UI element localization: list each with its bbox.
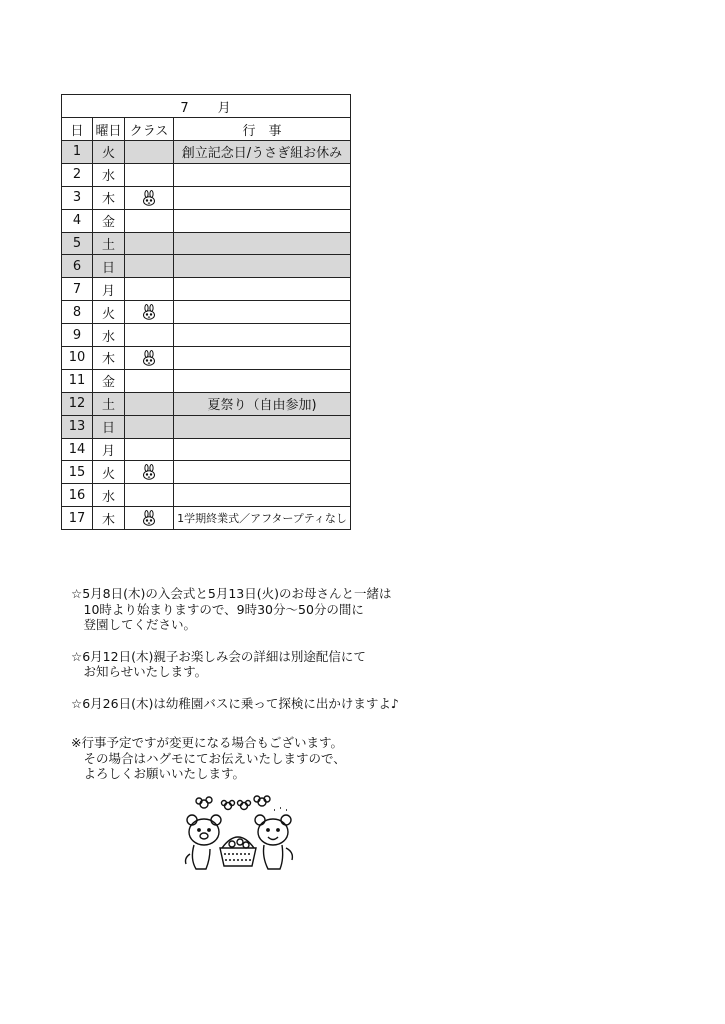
header-day: 日 bbox=[62, 118, 93, 141]
event-cell: 創立記念日/うさぎ組お休み bbox=[174, 141, 351, 164]
day-cell: 13 bbox=[62, 415, 93, 438]
calendar-row bbox=[62, 484, 351, 507]
event-cell bbox=[174, 484, 351, 507]
bunny-icon bbox=[142, 350, 156, 365]
bunny-icon bbox=[142, 511, 156, 526]
calendar-row bbox=[62, 163, 351, 186]
class-cell bbox=[125, 324, 174, 347]
calendar-row bbox=[62, 461, 351, 484]
weekday-cell: 木 bbox=[93, 507, 125, 530]
weekday-cell: 金 bbox=[93, 209, 125, 232]
event-cell bbox=[174, 415, 351, 438]
event-cell: 夏祭り（自由参加) bbox=[174, 392, 351, 415]
class-cell bbox=[125, 347, 174, 370]
weekday-cell: 土 bbox=[93, 232, 125, 255]
day-cell: 10 bbox=[62, 347, 93, 370]
event-cell bbox=[174, 438, 351, 461]
calendar-row bbox=[62, 415, 351, 438]
day-cell: 11 bbox=[62, 369, 93, 392]
note-entrance bbox=[71, 586, 399, 633]
header-weekday: 曜日 bbox=[93, 118, 125, 141]
note-line: ☆6月12日(木)親子お楽しみ会の詳細は別途配信にて bbox=[71, 648, 366, 664]
bunny-icon bbox=[142, 465, 156, 480]
calendar-row bbox=[62, 278, 351, 301]
note-parent-event bbox=[71, 649, 399, 680]
weekday-cell: 木 bbox=[93, 347, 125, 370]
class-cell bbox=[125, 438, 174, 461]
day-cell: 12 bbox=[62, 392, 93, 415]
event-cell bbox=[174, 461, 351, 484]
calendar-row bbox=[62, 209, 351, 232]
note-line: ☆6月26日(木)は幼稚園バスに乗って探検に出かけますよ♪ bbox=[71, 695, 399, 711]
class-cell bbox=[125, 278, 174, 301]
weekday-cell: 金 bbox=[93, 369, 125, 392]
weekday-cell: 水 bbox=[93, 484, 125, 507]
day-cell: 16 bbox=[62, 484, 93, 507]
calendar-row bbox=[62, 141, 351, 164]
note-line: お知らせいたします。 bbox=[71, 664, 208, 679]
class-cell bbox=[125, 392, 174, 415]
day-cell: 4 bbox=[62, 209, 93, 232]
event-cell bbox=[174, 369, 351, 392]
day-cell: 17 bbox=[62, 507, 93, 530]
weekday-cell: 土 bbox=[93, 392, 125, 415]
calendar-row bbox=[62, 369, 351, 392]
bunny-icon bbox=[142, 305, 156, 320]
header-event: 行 事 bbox=[174, 118, 351, 141]
class-cell bbox=[125, 301, 174, 324]
day-cell: 2 bbox=[62, 163, 93, 186]
weekday-cell: 水 bbox=[93, 163, 125, 186]
day-cell: 8 bbox=[62, 301, 93, 324]
calendar-row bbox=[62, 507, 351, 530]
day-cell: 9 bbox=[62, 324, 93, 347]
weekday-cell: 日 bbox=[93, 255, 125, 278]
day-cell: 5 bbox=[62, 232, 93, 255]
schedule-body bbox=[62, 141, 351, 530]
event-cell bbox=[174, 301, 351, 324]
calendar-row bbox=[62, 255, 351, 278]
class-cell bbox=[125, 484, 174, 507]
weekday-cell: 火 bbox=[93, 301, 125, 324]
class-cell bbox=[125, 163, 174, 186]
event-cell bbox=[174, 255, 351, 278]
weekday-cell: 月 bbox=[93, 438, 125, 461]
schedule-table bbox=[61, 94, 351, 530]
event-cell: 1学期終業式／アフタープティなし bbox=[174, 507, 351, 530]
class-cell bbox=[125, 415, 174, 438]
class-cell bbox=[125, 507, 174, 530]
note-line: 10時より始まりますので、9時30分～50分の間に bbox=[71, 601, 364, 617]
weekday-cell: 月 bbox=[93, 278, 125, 301]
bunny-icon bbox=[142, 190, 156, 205]
event-cell bbox=[174, 209, 351, 232]
class-cell bbox=[125, 141, 174, 164]
class-cell bbox=[125, 255, 174, 278]
calendar-row bbox=[62, 438, 351, 461]
calendar-row bbox=[62, 186, 351, 209]
weekday-cell: 日 bbox=[93, 415, 125, 438]
event-cell bbox=[174, 347, 351, 370]
class-cell bbox=[125, 186, 174, 209]
event-cell bbox=[174, 232, 351, 255]
month-title: 7 月 bbox=[62, 95, 351, 118]
event-cell bbox=[174, 163, 351, 186]
header-class: クラス bbox=[125, 118, 174, 141]
note-bus-trip bbox=[71, 696, 399, 712]
day-cell: 7 bbox=[62, 278, 93, 301]
note-disclaimer bbox=[71, 735, 399, 782]
note-line: ※行事予定ですが変更になる場合もございます。 bbox=[71, 735, 343, 750]
day-cell: 6 bbox=[62, 255, 93, 278]
event-cell bbox=[174, 324, 351, 347]
weekday-cell: 水 bbox=[93, 324, 125, 347]
day-cell: 1 bbox=[62, 141, 93, 164]
event-cell bbox=[174, 186, 351, 209]
calendar-row bbox=[62, 392, 351, 415]
event-cell bbox=[174, 278, 351, 301]
calendar-row bbox=[62, 347, 351, 370]
class-cell bbox=[125, 369, 174, 392]
day-cell: 3 bbox=[62, 186, 93, 209]
class-cell bbox=[125, 232, 174, 255]
day-cell: 15 bbox=[62, 461, 93, 484]
note-line: よろしくお願いいたします。 bbox=[71, 766, 246, 781]
note-line: 登園してください。 bbox=[71, 617, 197, 632]
calendar-row bbox=[62, 232, 351, 255]
notes-section bbox=[71, 586, 399, 782]
calendar-row bbox=[62, 324, 351, 347]
weekday-cell: 火 bbox=[93, 141, 125, 164]
class-cell bbox=[125, 209, 174, 232]
weekday-cell: 火 bbox=[93, 461, 125, 484]
weekday-cell: 木 bbox=[93, 186, 125, 209]
note-line: ☆5月8日(木)の入会式と5月13日(火)のお母さんと一緒は bbox=[71, 586, 392, 601]
class-cell bbox=[125, 461, 174, 484]
day-cell: 14 bbox=[62, 438, 93, 461]
note-line: その場合はハグモにてお伝えいたしますので、 bbox=[71, 750, 346, 766]
calendar-row bbox=[62, 301, 351, 324]
bears-with-flower-basket-icon bbox=[182, 792, 302, 876]
